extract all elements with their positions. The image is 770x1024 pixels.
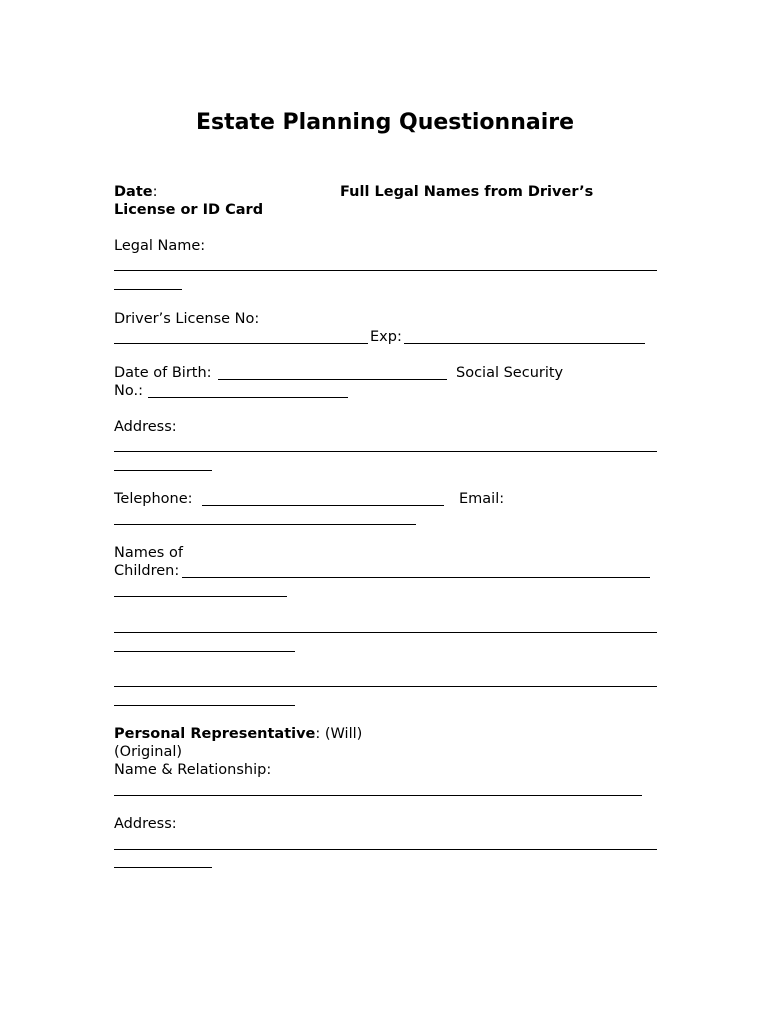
- exp-field[interactable]: [404, 343, 645, 344]
- page-title: Estate Planning Questionnaire: [195, 110, 575, 135]
- exp-label: Exp:: [370, 329, 402, 345]
- legal-name-field-cont[interactable]: [114, 289, 182, 290]
- children-field-3-cont[interactable]: [114, 705, 295, 706]
- drivers-license-field[interactable]: [114, 343, 368, 344]
- email-field[interactable]: [114, 524, 416, 525]
- legal-name-field[interactable]: [114, 270, 657, 271]
- children-label-cont: Children:: [114, 563, 180, 579]
- personal-rep-line: [114, 725, 362, 743]
- children-field-2-cont[interactable]: [114, 651, 295, 652]
- ssn-field[interactable]: [148, 397, 348, 398]
- full-legal-names-label: Full Legal Names from Driver’s: [340, 184, 594, 200]
- children-field-2[interactable]: [114, 632, 657, 633]
- license-id-card-label: License or ID Card: [114, 202, 264, 218]
- telephone-field[interactable]: [202, 505, 444, 506]
- ssn-label: Social Security: [456, 365, 564, 381]
- address-field-cont[interactable]: [114, 470, 212, 471]
- rep-address-label: Address:: [114, 816, 177, 832]
- telephone-label: Telephone:: [114, 491, 193, 507]
- personal-rep-label: Personal Representative: [114, 726, 316, 742]
- ssn-label-cont: No.:: [114, 383, 143, 399]
- children-field-1-cont[interactable]: [114, 596, 287, 597]
- personal-rep-original: (Original): [114, 744, 183, 760]
- rep-address-field[interactable]: [114, 849, 657, 850]
- date-label-line: [114, 183, 157, 201]
- drivers-license-label: Driver’s License No:: [114, 311, 260, 327]
- date-label: Date: [114, 184, 153, 200]
- email-label: Email:: [459, 491, 505, 507]
- children-field-1[interactable]: [182, 577, 650, 578]
- address-label: Address:: [114, 419, 177, 435]
- name-relationship-field[interactable]: [114, 795, 642, 796]
- legal-name-label: Legal Name:: [114, 238, 206, 254]
- children-field-3[interactable]: [114, 686, 657, 687]
- dob-label: Date of Birth:: [114, 365, 212, 381]
- address-field[interactable]: [114, 451, 657, 452]
- date-colon: :: [152, 184, 158, 200]
- personal-rep-suffix: : (Will): [315, 726, 363, 742]
- children-label: Names of: [114, 545, 183, 561]
- rep-address-field-cont[interactable]: [114, 867, 212, 868]
- name-relationship-label: Name & Relationship:: [114, 762, 272, 778]
- dob-field[interactable]: [218, 379, 447, 380]
